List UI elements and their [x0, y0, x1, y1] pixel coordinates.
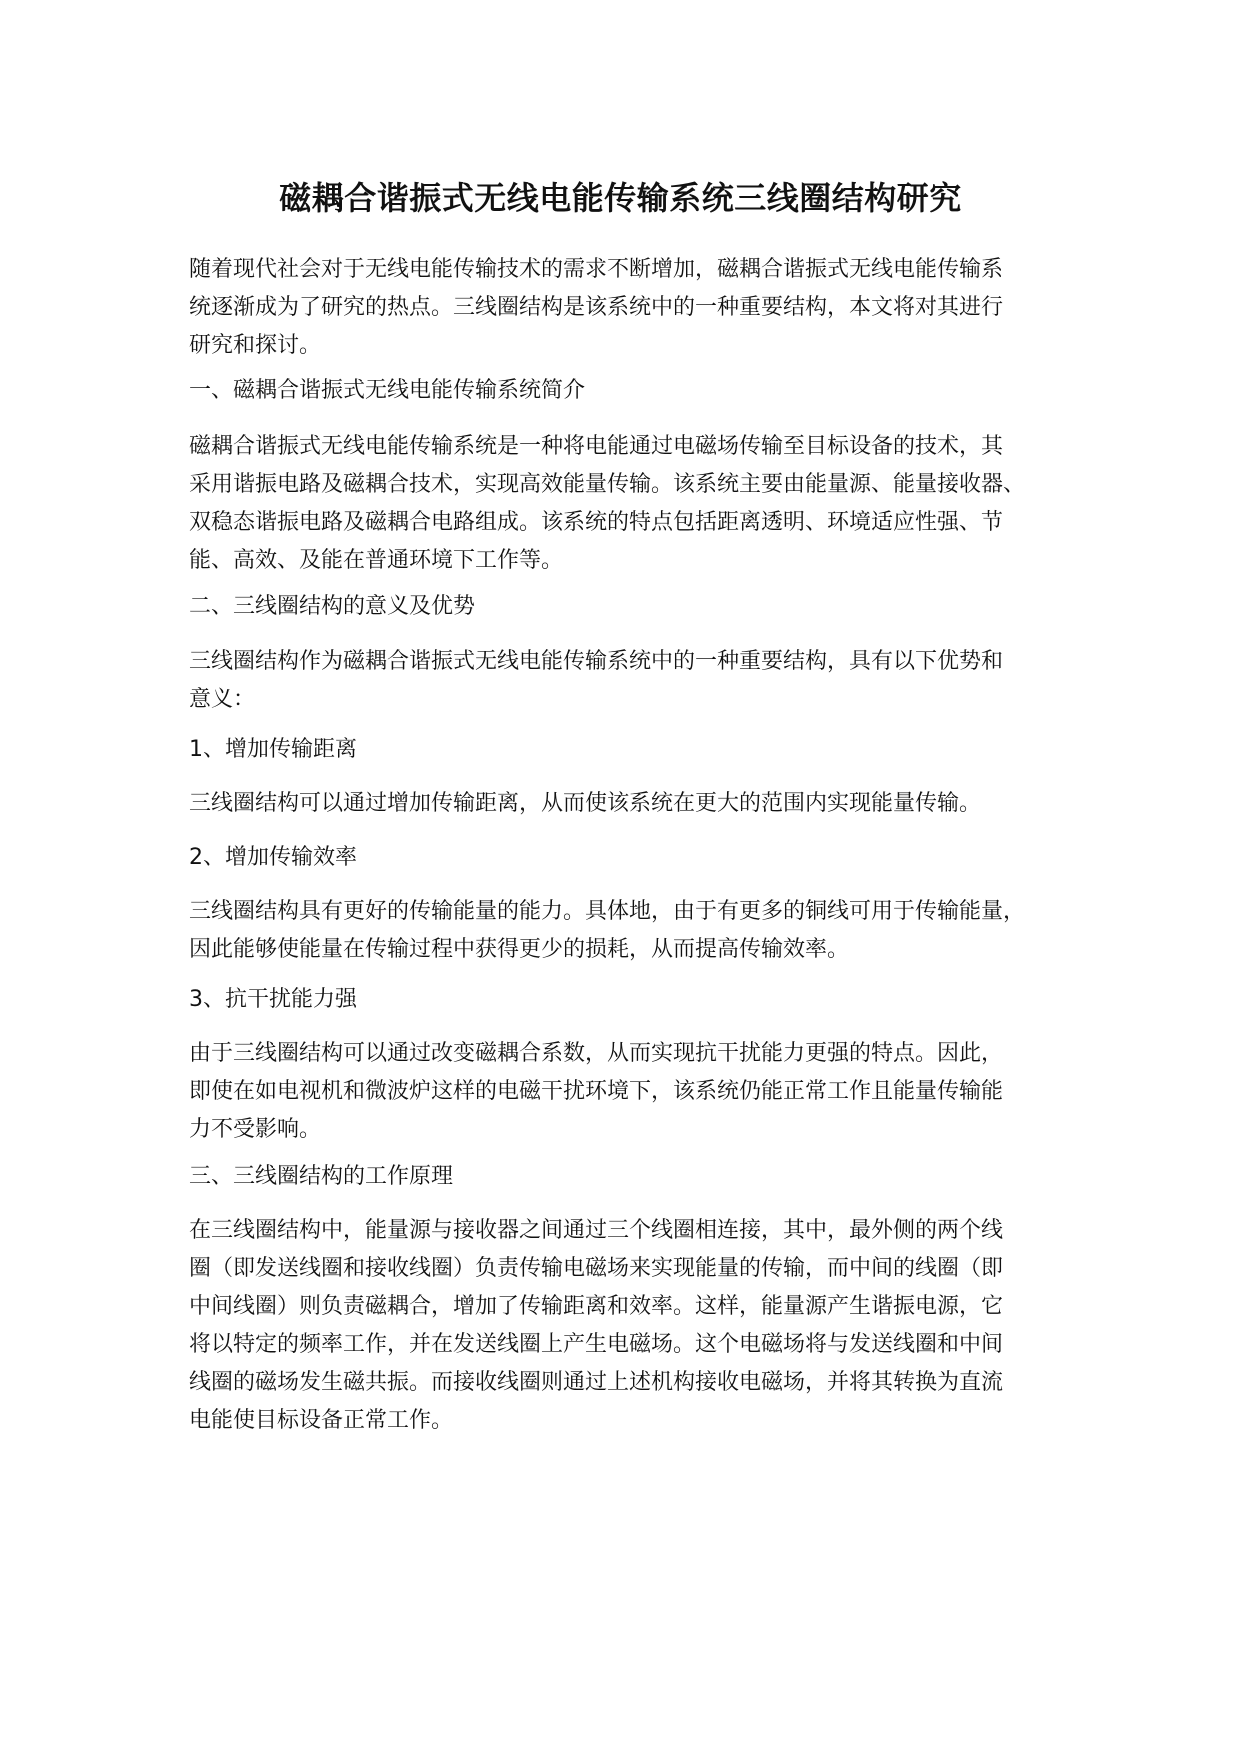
subsection-3-paragraph	[189, 1035, 1089, 1149]
section-heading-2	[189, 588, 1089, 626]
subsection-2-paragraph	[189, 893, 1089, 969]
text-line: 圈（即发送线圈和接收线圈）负责传输电磁场来实现能量的传输，而中间的线圈（即	[189, 1256, 1004, 1281]
intro-paragraph	[189, 251, 1089, 365]
subheading-3	[189, 981, 1089, 1019]
heading-line: 3、抗干扰能力强	[189, 987, 357, 1012]
section-2-paragraph	[189, 643, 1089, 719]
text-line: 在三线圈结构中，能量源与接收器之间通过三个线圈相连接，其中，最外侧的两个线	[189, 1218, 1004, 1243]
subheading-2	[189, 839, 1089, 877]
subheading-1	[189, 731, 1089, 769]
text-line: 三线圈结构具有更好的传输能量的能力。具体地，由于有更多的铜线可用于传输能量，	[189, 899, 1026, 924]
text-line: 意义：	[189, 687, 256, 712]
section-1-paragraph	[189, 428, 1089, 580]
text-line: 三线圈结构作为磁耦合谐振式无线电能传输系统中的一种重要结构，具有以下优势和	[189, 649, 1004, 674]
heading-line: 1、增加传输距离	[189, 737, 357, 762]
heading-line: 二、三线圈结构的意义及优势	[189, 594, 476, 619]
text-line: 由于三线圈结构可以通过改变磁耦合系数，从而实现抗干扰能力更强的特点。因此，	[189, 1041, 1004, 1066]
text-line: 中间线圈）则负责磁耦合，增加了传输距离和效率。这样，能量源产生谐振电源，它	[189, 1294, 1004, 1319]
section-heading-1	[189, 372, 1089, 410]
text-line: 因此能够使能量在传输过程中获得更少的损耗，从而提高传输效率。	[189, 937, 850, 962]
text-line: 即使在如电视机和微波炉这样的电磁干扰环境下，该系统仍能正常工作且能量传输能	[189, 1079, 1004, 1104]
heading-line: 一、磁耦合谐振式无线电能传输系统简介	[189, 378, 586, 403]
text-line: 采用谐振电路及磁耦合技术，实现高效能量传输。该系统主要由能量源、能量接收器、	[189, 472, 1026, 497]
text-line: 电能使目标设备正常工作。	[189, 1408, 454, 1433]
text-line: 力不受影响。	[189, 1117, 322, 1142]
text-line: 随着现代社会对于无线电能传输技术的需求不断增加，磁耦合谐振式无线电能传输系	[189, 257, 1004, 282]
text-line: 能、高效、及能在普通环境下工作等。	[189, 548, 564, 573]
section-heading-3	[189, 1158, 1089, 1196]
text-line: 统逐渐成为了研究的热点。三线圈结构是该系统中的一种重要结构，本文将对其进行	[189, 295, 1004, 320]
heading-line: 三、三线圈结构的工作原理	[189, 1164, 454, 1189]
text-line: 磁耦合谐振式无线电能传输系统是一种将电能通过电磁场传输至目标设备的技术，其	[189, 434, 1004, 459]
text-line: 线圈的磁场发生磁共振。而接收线圈则通过上述机构接收电磁场，并将其转换为直流	[189, 1370, 1004, 1395]
document-title: 磁耦合谐振式无线电能传输系统三线圈结构研究	[279, 179, 962, 217]
text-line: 三线圈结构可以通过增加传输距离，从而使该系统在更大的范围内实现能量传输。	[189, 791, 982, 816]
section-3-paragraph	[189, 1212, 1089, 1440]
heading-line: 2、增加传输效率	[189, 845, 357, 870]
text-line: 双稳态谐振电路及磁耦合电路组成。该系统的特点包括距离透明、环境适应性强、节	[189, 510, 1004, 535]
subsection-1-paragraph	[189, 785, 1089, 823]
text-line: 将以特定的频率工作，并在发送线圈上产生电磁场。这个电磁场将与发送线圈和中间	[189, 1332, 1004, 1357]
text-line: 研究和探讨。	[189, 333, 322, 358]
